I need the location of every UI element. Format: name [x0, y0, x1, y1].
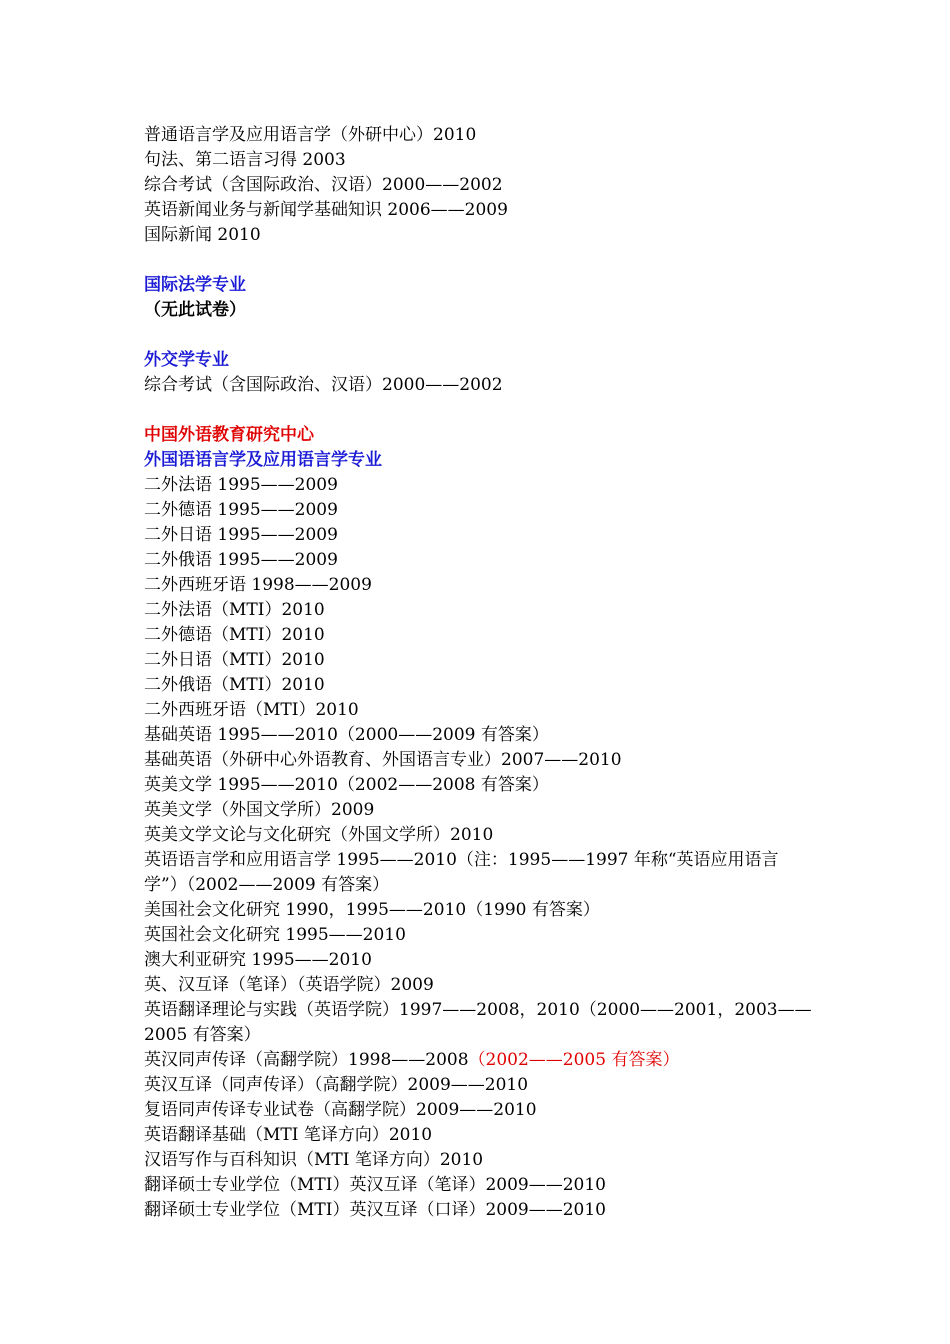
answer-note-highlight: （2002——2005 有答案） — [468, 1050, 680, 1070]
list-item: 二外日语 1995——2009 — [144, 525, 338, 545]
list-item: 基础英语（外研中心外语教育、外国语言专业）2007——2010 — [144, 750, 622, 770]
list-item: 美国社会文化研究 1990，1995——2010（1990 有答案） — [144, 900, 600, 920]
list-item: 英汉互译（同声传译）（高翻学院）2009——2010 — [144, 1075, 529, 1095]
list-item: 二外俄语 1995——2009 — [144, 550, 338, 570]
list-item: 英语翻译理论与实践（英语学院）1997——2008，2010（2000——2001，2003——2005 有答案） — [144, 1000, 812, 1045]
list-item-text: 英汉同声传译（高翻学院）1998——2008 — [144, 1050, 469, 1070]
list-item: 二外德语 1995——2009 — [144, 500, 338, 520]
list-item: 二外西班牙语（MTI）2010 — [144, 700, 359, 720]
list-item: 英美文学 1995——2010（2002——2008 有答案） — [144, 775, 549, 795]
blank-line — [144, 398, 812, 423]
list-item: 二外法语 1995——2009 — [144, 475, 338, 495]
list-item: 翻译硕士专业学位（MTI）英汉互译（笔译）2009——2010 — [144, 1175, 606, 1195]
list-item: 普通语言学及应用语言学（外研中心）2010 — [144, 125, 477, 145]
list-item: 澳大利亚研究 1995——2010 — [144, 950, 372, 970]
list-item: 二外俄语（MTI）2010 — [144, 675, 325, 695]
list-item: 句法、第二语言习得 2003 — [144, 150, 346, 170]
list-item: 二外日语（MTI）2010 — [144, 650, 325, 670]
list-item: 英语新闻业务与新闻学基础知识 2006——2009 — [144, 200, 508, 220]
list-item: 综合考试（含国际政治、汉语）2000——2002 — [144, 375, 503, 395]
blank-line — [144, 323, 812, 348]
list-item: 翻译硕士专业学位（MTI）英汉互译（口译）2009——2010 — [144, 1200, 606, 1220]
section-heading-linguistics: 外国语语言学及应用语言学专业 — [144, 450, 382, 470]
document-page — [144, 123, 812, 1223]
list-item: 二外法语（MTI）2010 — [144, 600, 325, 620]
list-item: 二外西班牙语 1998——2009 — [144, 575, 372, 595]
section-heading-diplomacy: 外交学专业 — [144, 350, 229, 370]
list-item: 英语翻译基础（MTI 笔译方向）2010 — [144, 1125, 433, 1145]
list-item: 英美文学文论与文化研究（外国文学所）2010 — [144, 825, 494, 845]
list-item: 英国社会文化研究 1995——2010 — [144, 925, 406, 945]
list-item: 基础英语 1995——2010（2000——2009 有答案） — [144, 725, 549, 745]
center-heading: 中国外语教育研究中心 — [144, 425, 314, 445]
section-heading-international-law: 国际法学专业 — [144, 275, 246, 295]
list-item: 英、汉互译（笔译）（英语学院）2009 — [144, 975, 434, 995]
list-item-interpretation — [144, 1048, 812, 1073]
section-note: （无此试卷） — [144, 300, 246, 320]
list-item: 综合考试（含国际政治、汉语）2000——2002 — [144, 175, 503, 195]
list-item: 英语语言学和应用语言学 1995——2010（注：1995——1997 年称“英语应用语言学”）（2002——2009 有答案） — [144, 850, 779, 895]
blank-line — [144, 248, 812, 273]
list-item: 复语同声传译专业试卷（高翻学院）2009——2010 — [144, 1100, 537, 1120]
list-item: 汉语写作与百科知识（MTI 笔译方向）2010 — [144, 1150, 484, 1170]
list-item: 二外德语（MTI）2010 — [144, 625, 325, 645]
list-item: 英美文学（外国文学所）2009 — [144, 800, 375, 820]
list-item: 国际新闻 2010 — [144, 225, 261, 245]
